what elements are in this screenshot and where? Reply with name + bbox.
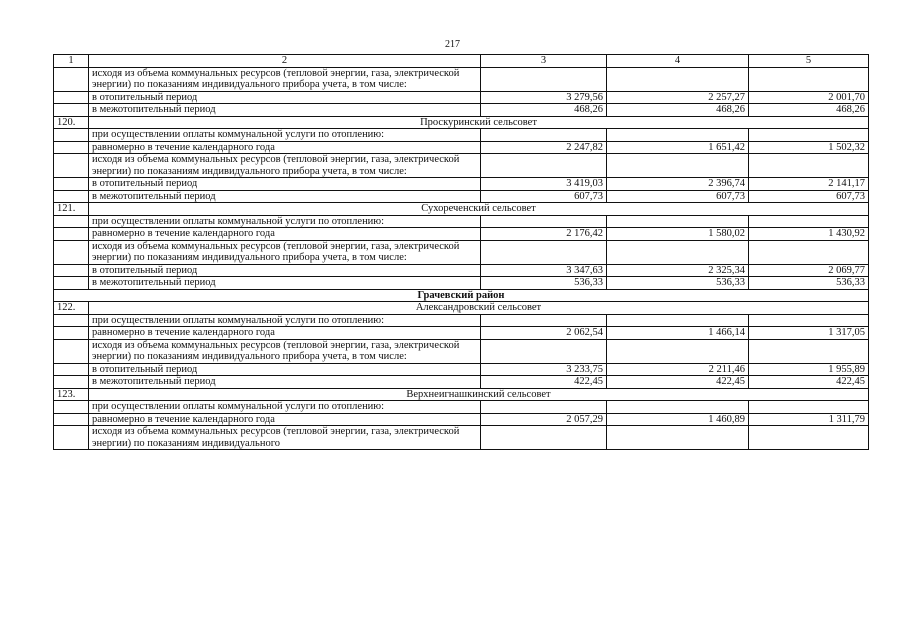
value-col-4 — [607, 154, 749, 178]
value-col-3: 607,73 — [481, 190, 607, 203]
value-col-4: 1 651,42 — [607, 141, 749, 154]
settlement-row — [54, 116, 869, 129]
row-index-cell — [54, 339, 89, 363]
value-col-3: 536,33 — [481, 277, 607, 290]
value-row — [54, 277, 869, 290]
value-col-4 — [607, 314, 749, 327]
row-index-cell — [54, 104, 89, 117]
value-col-5: 1 430,92 — [749, 228, 869, 241]
row-index-cell — [54, 190, 89, 203]
settlement-number: 123. — [54, 388, 89, 401]
row-label: исходя из объема коммунальных ресурсов (тепловой энергии, газа, электрической энергии) по показаниям индивидуального прибора учета, в том числе: — [89, 154, 481, 178]
value-row — [54, 104, 869, 117]
column-header: 5 — [749, 55, 869, 68]
value-col-5: 2 141,17 — [749, 178, 869, 191]
value-col-4: 422,45 — [607, 376, 749, 389]
value-col-5 — [749, 67, 869, 91]
value-col-3 — [481, 129, 607, 142]
page-number: 217 — [445, 39, 460, 50]
row-index-cell — [54, 129, 89, 142]
row-index-cell — [54, 240, 89, 264]
value-col-5 — [749, 401, 869, 414]
settlement-number: 120. — [54, 116, 89, 129]
value-col-5: 1 502,32 — [749, 141, 869, 154]
value-col-4: 1 580,02 — [607, 228, 749, 241]
value-col-3 — [481, 215, 607, 228]
settlement-name: Александровский сельсовет — [89, 302, 869, 315]
value-col-4: 1 466,14 — [607, 327, 749, 340]
value-row — [54, 413, 869, 426]
row-index-cell — [54, 314, 89, 327]
value-col-5 — [749, 426, 869, 450]
column-number-row — [54, 55, 869, 68]
value-col-5: 1 311,79 — [749, 413, 869, 426]
value-col-4 — [607, 401, 749, 414]
column-header: 2 — [89, 55, 481, 68]
value-col-5: 2 069,77 — [749, 264, 869, 277]
value-col-4: 2 211,46 — [607, 363, 749, 376]
condition-row — [54, 339, 869, 363]
value-col-5: 2 001,70 — [749, 91, 869, 104]
row-index-cell — [54, 277, 89, 290]
column-header: 3 — [481, 55, 607, 68]
row-label: равномерно в течение календарного года — [89, 228, 481, 241]
value-col-3: 3 347,63 — [481, 264, 607, 277]
condition-row — [54, 426, 869, 450]
district-name: Грачевский район — [54, 289, 869, 302]
row-index-cell — [54, 91, 89, 104]
row-label: исходя из объема коммунальных ресурсов (тепловой энергии, газа, электрической энергии) по показаниям индивидуального — [89, 426, 481, 450]
value-col-5 — [749, 240, 869, 264]
value-col-5: 607,73 — [749, 190, 869, 203]
row-label: в отопительный период — [89, 91, 481, 104]
value-col-4: 1 460,89 — [607, 413, 749, 426]
row-index-cell — [54, 264, 89, 277]
value-row — [54, 190, 869, 203]
condition-row — [54, 240, 869, 264]
value-col-4: 468,26 — [607, 104, 749, 117]
row-index-cell — [54, 363, 89, 376]
row-index-cell — [54, 327, 89, 340]
value-col-3: 3 233,75 — [481, 363, 607, 376]
value-col-4: 2 396,74 — [607, 178, 749, 191]
value-col-3 — [481, 67, 607, 91]
settlement-name: Проскуринский сельсовет — [89, 116, 869, 129]
row-index-cell — [54, 228, 89, 241]
value-col-5: 1 317,05 — [749, 327, 869, 340]
row-index-cell — [54, 376, 89, 389]
value-col-4 — [607, 215, 749, 228]
payment-mode-row — [54, 215, 869, 228]
value-col-3 — [481, 401, 607, 414]
value-col-3: 2 176,42 — [481, 228, 607, 241]
value-col-4 — [607, 67, 749, 91]
row-label: в отопительный период — [89, 363, 481, 376]
value-col-4 — [607, 339, 749, 363]
value-row — [54, 141, 869, 154]
value-col-3: 468,26 — [481, 104, 607, 117]
settlement-name: Верхнеигнашкинский сельсовет — [89, 388, 869, 401]
row-index-cell — [54, 215, 89, 228]
district-row — [54, 289, 869, 302]
condition-row — [54, 154, 869, 178]
row-index-cell — [54, 141, 89, 154]
row-label: при осуществлении оплаты коммунальной услуги по отоплению: — [89, 215, 481, 228]
value-col-3 — [481, 240, 607, 264]
tariff-table-body — [54, 55, 869, 450]
value-row — [54, 91, 869, 104]
value-col-4: 607,73 — [607, 190, 749, 203]
value-row — [54, 178, 869, 191]
value-col-3: 2 057,29 — [481, 413, 607, 426]
row-label: при осуществлении оплаты коммунальной услуги по отоплению: — [89, 129, 481, 142]
settlement-name: Сухореченский сельсовет — [89, 203, 869, 216]
value-col-3 — [481, 314, 607, 327]
settlement-row — [54, 302, 869, 315]
row-label: в межотопительный период — [89, 376, 481, 389]
row-label: при осуществлении оплаты коммунальной услуги по отоплению: — [89, 314, 481, 327]
value-col-3: 3 279,56 — [481, 91, 607, 104]
value-col-3 — [481, 154, 607, 178]
row-index-cell — [54, 67, 89, 91]
row-index-cell — [54, 401, 89, 414]
payment-mode-row — [54, 314, 869, 327]
value-col-3 — [481, 426, 607, 450]
row-label: в отопительный период — [89, 178, 481, 191]
value-col-5 — [749, 129, 869, 142]
row-label: в межотопительный период — [89, 104, 481, 117]
value-row — [54, 363, 869, 376]
settlement-row — [54, 203, 869, 216]
row-index-cell — [54, 426, 89, 450]
row-label: при осуществлении оплаты коммунальной услуги по отоплению: — [89, 401, 481, 414]
value-col-3: 422,45 — [481, 376, 607, 389]
settlement-number: 122. — [54, 302, 89, 315]
value-row — [54, 228, 869, 241]
value-row — [54, 264, 869, 277]
row-label: в межотопительный период — [89, 190, 481, 203]
row-index-cell — [54, 154, 89, 178]
row-index-cell — [54, 413, 89, 426]
value-col-3: 3 419,03 — [481, 178, 607, 191]
row-label: равномерно в течение календарного года — [89, 141, 481, 154]
settlement-number: 121. — [54, 203, 89, 216]
row-label: равномерно в течение календарного года — [89, 327, 481, 340]
payment-mode-row — [54, 129, 869, 142]
row-label: исходя из объема коммунальных ресурсов (тепловой энергии, газа, электрической энергии) по показаниям индивидуального прибора учета, в том числе: — [89, 339, 481, 363]
row-label: в отопительный период — [89, 264, 481, 277]
tariff-table — [53, 54, 869, 450]
value-row — [54, 376, 869, 389]
value-col-5: 536,33 — [749, 277, 869, 290]
value-col-4 — [607, 240, 749, 264]
column-header: 1 — [54, 55, 89, 68]
value-col-3: 2 247,82 — [481, 141, 607, 154]
row-index-cell — [54, 178, 89, 191]
value-col-5: 422,45 — [749, 376, 869, 389]
settlement-row — [54, 388, 869, 401]
value-col-5 — [749, 314, 869, 327]
row-label: исходя из объема коммунальных ресурсов (тепловой энергии, газа, электрической энергии) по показаниям индивидуального прибора учета, в том числе: — [89, 67, 481, 91]
payment-mode-row — [54, 401, 869, 414]
value-col-5: 1 955,89 — [749, 363, 869, 376]
condition-row — [54, 67, 869, 91]
value-col-5 — [749, 215, 869, 228]
value-col-4 — [607, 426, 749, 450]
value-col-5 — [749, 339, 869, 363]
row-label: равномерно в течение календарного года — [89, 413, 481, 426]
value-col-4: 2 325,34 — [607, 264, 749, 277]
value-col-3: 2 062,54 — [481, 327, 607, 340]
value-col-4: 2 257,27 — [607, 91, 749, 104]
value-col-4: 536,33 — [607, 277, 749, 290]
value-col-3 — [481, 339, 607, 363]
value-col-5: 468,26 — [749, 104, 869, 117]
row-label: в межотопительный период — [89, 277, 481, 290]
row-label: исходя из объема коммунальных ресурсов (тепловой энергии, газа, электрической энергии) по показаниям индивидуального прибора учета, в том числе: — [89, 240, 481, 264]
value-col-4 — [607, 129, 749, 142]
value-col-5 — [749, 154, 869, 178]
value-row — [54, 327, 869, 340]
column-header: 4 — [607, 55, 749, 68]
